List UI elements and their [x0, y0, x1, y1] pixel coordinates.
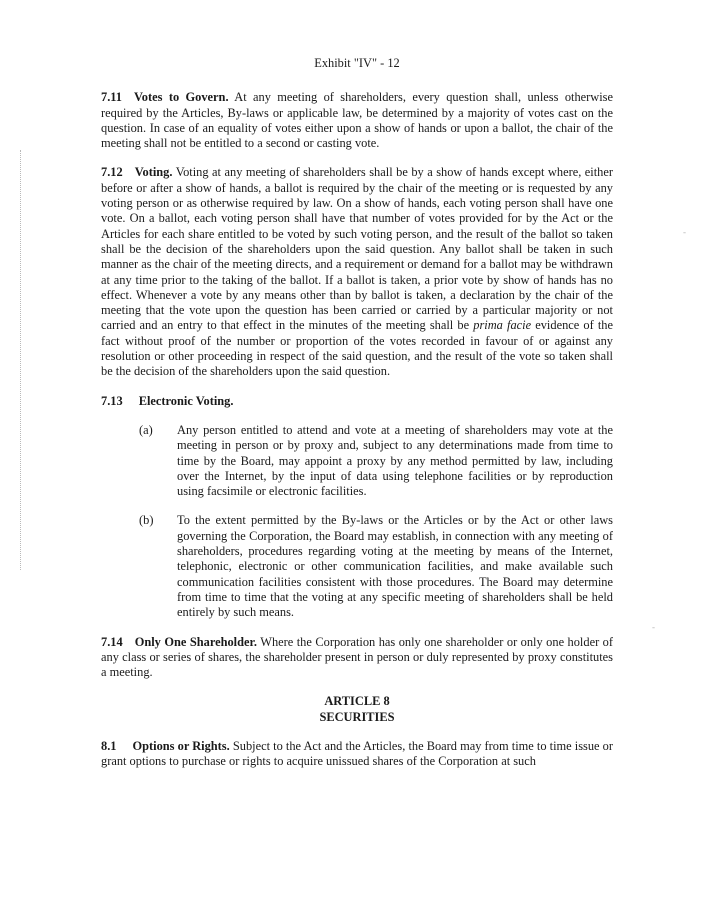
subsection-text: To the extent permitted by the By-laws or the Articles or by the Act or other laws governing the Corporation, the Board may establish, in connection with any meeting of shareholders, procedures regarding voting at the meeting by means of the Internet, telephonic, electronic or other communication facilities, and make available such communication facilities consistent with those procedures. The Board may determine from time to time that the voting at any specific meeting of shareholders shall be held entirely by such means.	[177, 513, 613, 620]
section-text: Where the Corporation has only one shareholder or only one holder of any class or series of shares, the shareholder present in person or duly represented by proxy constitutes a meeting.	[101, 634, 614, 680]
italic-term: prima facie	[473, 318, 532, 333]
section-text-continued: evidence of the fact without proof of the number or proportion of the votes recorded in favour of or against any resolution or other proceeding in respect of the said question, and the result of the vote so taken shall be the decision of the shareholders upon the said question.	[101, 318, 614, 379]
article-title: SECURITIES	[319, 709, 395, 724]
section-7-11	[101, 90, 613, 151]
section-7-13-heading	[101, 394, 613, 409]
section-number: 7.11	[101, 90, 122, 105]
subsection-text: Any person entitled to attend and vote at a meeting of shareholders may vote at the meeting in person or by proxy and, subject to any determinations made from time to time by the Board, may appoint a proxy by any method permitted by law, including over the Internet, by the input of data using telephone facilities or by reproduction using facsimile or electronic facilities.	[177, 422, 613, 499]
section-title: Voting.	[134, 165, 173, 180]
section-number: 7.13	[101, 393, 123, 408]
subsection-a	[101, 423, 613, 499]
section-7-12	[101, 165, 613, 379]
scan-speck: -	[683, 227, 686, 237]
page-header: Exhibit "IV" - 12	[314, 56, 400, 70]
section-number: 7.12	[101, 165, 123, 180]
section-title: Only One Shareholder.	[134, 634, 257, 649]
section-number: 8.1	[101, 738, 117, 753]
article-heading	[101, 694, 613, 725]
scan-speck: -	[652, 622, 655, 632]
subsection-label: (b)	[139, 513, 154, 528]
section-number: 7.14	[101, 634, 123, 649]
subsection-label: (a)	[139, 422, 153, 437]
section-text: At any meeting of shareholders, every question shall, unless otherwise required by the Articles, By-laws or applicable law, be determined by a majority of votes cast on the question. In case of an equality of votes either upon a show of hands or upon a ballot, the chair of the meeting shall not be entitled to a second or casting vote.	[101, 90, 613, 151]
section-title: Electronic Voting.	[138, 393, 234, 408]
section-title: Options or Rights.	[132, 738, 230, 753]
section-title: Votes to Govern.	[134, 90, 229, 105]
page-content	[101, 56, 613, 784]
subsection-b	[101, 513, 613, 620]
section-text: Subject to the Act and the Articles, the Board may from time to time issue or grant options to purchase or rights to acquire unissued shares of the Corporation at such	[101, 738, 613, 769]
article-number: ARTICLE 8	[324, 694, 390, 709]
section-text: Voting at any meeting of shareholders shall be by a show of hands except where, either before or after a show of hands, a ballot is required by the chair of the meeting or is requested by any voting person or as otherwise required by law. On a show of hands, each voting person shall have one vote. On a ballot, each voting person shall have that number of votes provided for by the Act or the Articles for each share entitled to be voted by such voting person, and the result of the ballot so taken shall be the decision of the shareholders upon the said question. Any ballot shall be taken in such manner as the chair of the meeting directs, and a requirement or demand for a ballot may be withdrawn at any time prior to the taking of the ballot. If a ballot is taken, a prior vote by show of hands has no effect. Whenever a vote by any means other than by ballot is taken, a declaration by the chair of the meeting that the vote upon the question has been carried or carried by a particular majority or not carried and an entry to that effect in the minutes of the meeting shall be	[101, 165, 613, 333]
scan-margin-mark	[20, 150, 22, 570]
section-7-14	[101, 635, 613, 681]
section-8-1	[101, 739, 613, 770]
